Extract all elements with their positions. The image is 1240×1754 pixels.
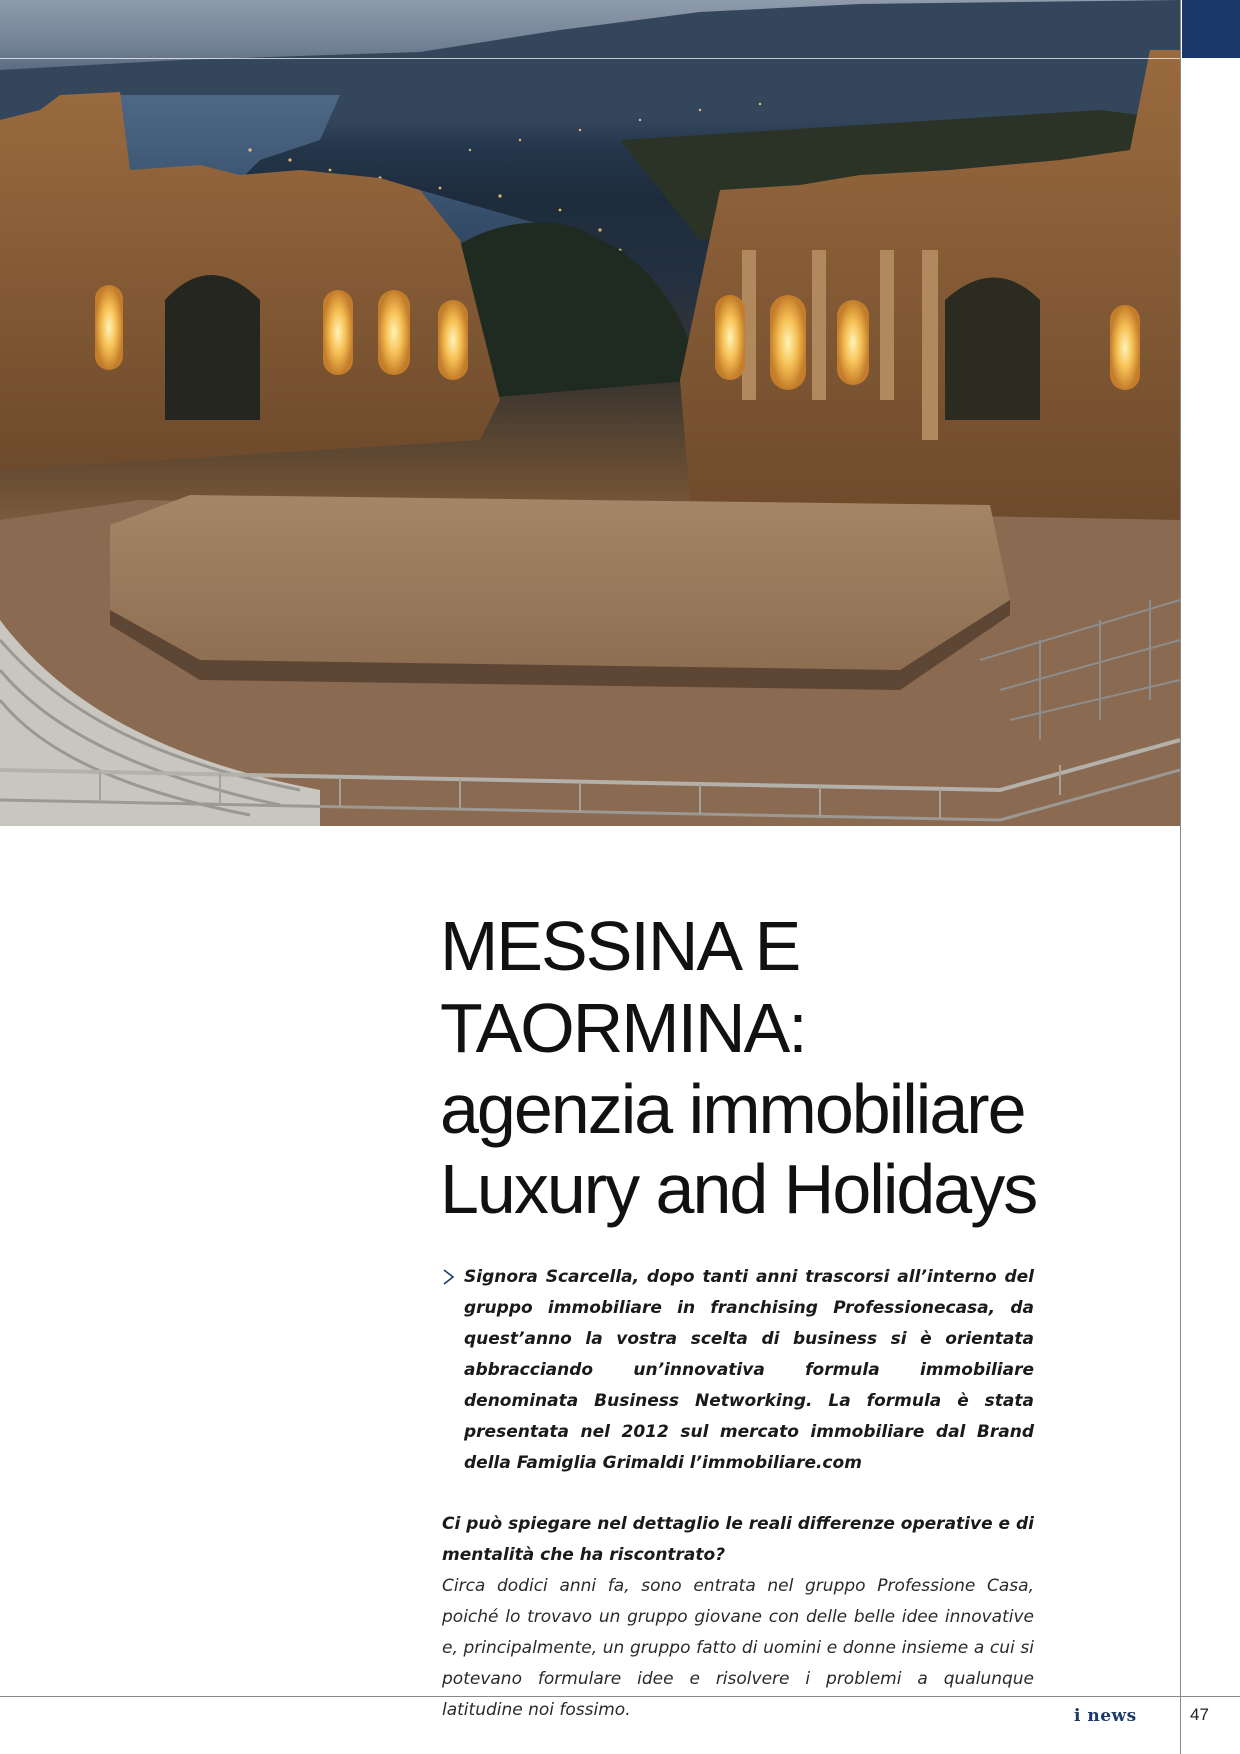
bottom-rule bbox=[0, 1696, 1240, 1697]
accent-block bbox=[1182, 0, 1240, 58]
magazine-brand: i news bbox=[1074, 1706, 1137, 1726]
title-line-1: MESSINA E TAORMINA: bbox=[440, 907, 806, 1067]
page-number: 47 bbox=[1190, 1705, 1209, 1724]
title-line-3: Luxury and Holidays bbox=[440, 1150, 1037, 1228]
margin-rule bbox=[1180, 0, 1181, 1754]
intro-question bbox=[442, 1262, 1034, 1479]
theatre-illustration bbox=[0, 0, 1180, 826]
top-rule bbox=[0, 58, 1240, 59]
title-line-2: agenzia immobiliare bbox=[440, 1070, 1025, 1148]
article-body bbox=[442, 1262, 1034, 1726]
question-2: Ci può spiegare nel dettaglio le reali differenze operative e di mentalità che ha riscontrato? bbox=[442, 1514, 1034, 1565]
answer-2: Circa dodici anni fa, sono entrata nel gruppo Professione Casa, poiché lo trovavo un gruppo giovane con delle belle idee innovative e, principalmente, un gruppo fatto di uomini e donne insieme a cui si potevano formulare idee e risolvere i problemi a qualunque latitudine noi fossimo. bbox=[442, 1576, 1034, 1720]
article-title bbox=[440, 905, 1170, 1229]
hero-photo bbox=[0, 0, 1180, 826]
chevron-right-icon bbox=[442, 1268, 456, 1286]
intro-question-text: Signora Scarcella, dopo tanti anni trascorsi all’interno del gruppo immobiliare in franchising Professionecasa, da quest’anno la vostra scelta di business si è orientata abbracciando un’innovativa formula immobiliare denominata Business Networking. La formula è stata presentata nel 2012 sul mercato immobiliare dal Brand della Famiglia Grimaldi l’immobiliare.com bbox=[464, 1267, 1034, 1473]
